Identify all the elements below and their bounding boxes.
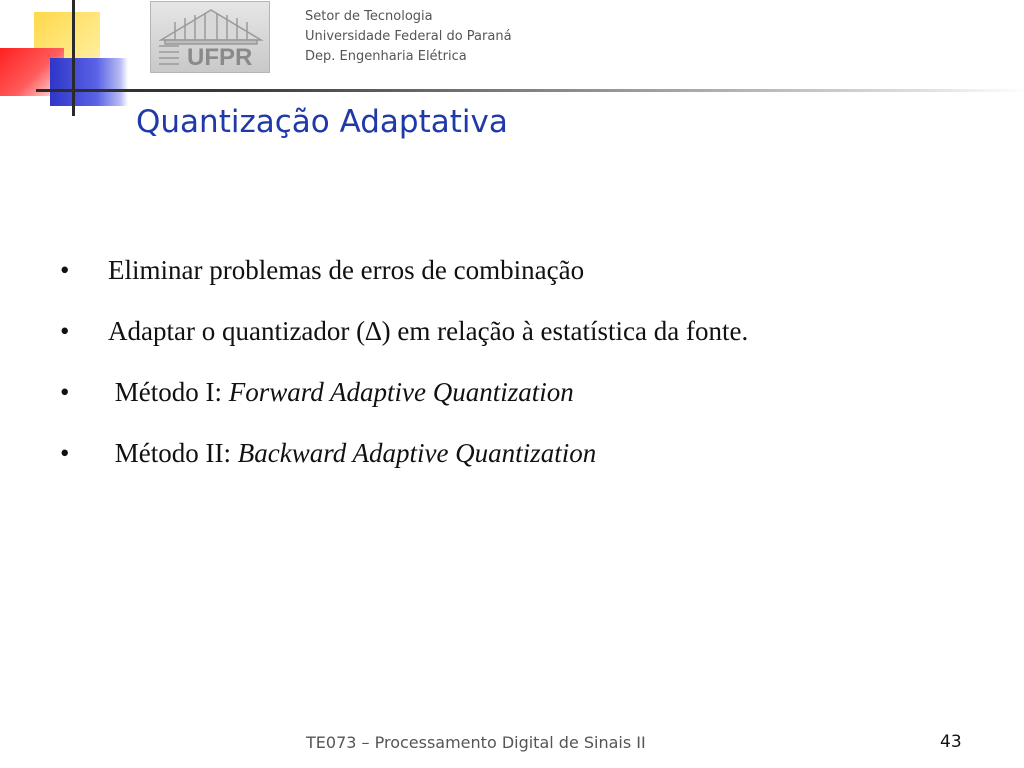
bullet-marker: • <box>60 255 70 285</box>
bullet-marker: • <box>60 438 70 468</box>
bullet-text: Método II: Backward Adaptive Quantization <box>108 438 597 468</box>
footer-course: TE073 – Processamento Digital de Sinais II <box>306 733 646 752</box>
page-number: 43 <box>940 732 962 752</box>
bullet-item <box>60 438 748 499</box>
bullet-marker: • <box>60 316 70 346</box>
institution-header <box>305 7 512 67</box>
decorative-vertical-line <box>72 0 75 116</box>
bullet-list <box>60 255 748 499</box>
header-line-sector: Setor de Tecnologia <box>305 9 433 24</box>
decorative-blue-block <box>50 58 128 106</box>
bullet-item <box>60 377 748 438</box>
bullet-text: Eliminar problemas de erros de combinação <box>108 255 585 285</box>
bullet-item <box>60 316 748 377</box>
header-divider-line <box>36 89 1024 92</box>
ufpr-logo <box>150 1 270 73</box>
header-line-department: Dep. Engenharia Elétrica <box>305 49 467 64</box>
header-line-university: Universidade Federal do Paraná <box>305 29 512 44</box>
bullet-item <box>60 255 748 316</box>
bullet-marker: • <box>60 377 70 407</box>
bullet-text: Adaptar o quantizador (∆) em relação à estatística da fonte. <box>108 316 749 346</box>
logo-text: UFPR <box>187 44 253 71</box>
bullet-text: Método I: Forward Adaptive Quantization <box>108 377 574 407</box>
slide-title: Quantização Adaptativa <box>136 104 508 140</box>
